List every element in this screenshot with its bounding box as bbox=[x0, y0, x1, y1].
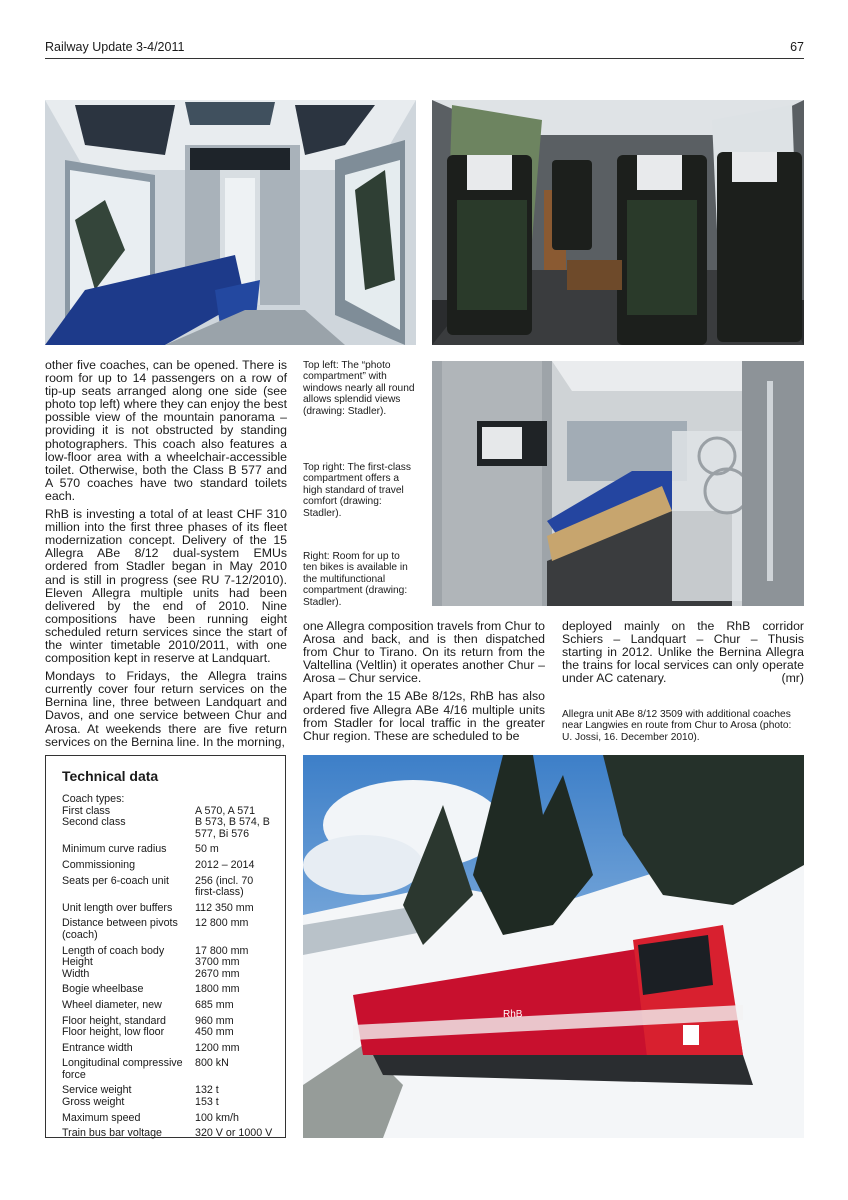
tech-row-label: Seats per 6-coach unit bbox=[62, 874, 169, 887]
tech-row-label: Wheel diameter, new bbox=[62, 998, 162, 1011]
coach-types-label: Coach types: bbox=[62, 793, 125, 805]
multifunctional-compartment-image bbox=[432, 361, 804, 606]
tech-row bbox=[62, 1124, 275, 1140]
page-number: 67 bbox=[790, 40, 804, 54]
tech-row-label: Floor height, low floor bbox=[62, 1026, 165, 1039]
photo-compartment-image bbox=[45, 100, 416, 345]
tech-row-label: Width bbox=[62, 967, 90, 980]
tech-row-value: 1200 mm bbox=[195, 1041, 240, 1054]
second-class-label: Second class bbox=[62, 816, 126, 829]
tech-row-value: 12 800 mm bbox=[195, 917, 249, 930]
technical-data-title: Technical data bbox=[62, 768, 159, 784]
body-column-2 bbox=[303, 620, 545, 748]
tech-row-label: Bogie wheelbase bbox=[62, 983, 144, 996]
paragraph: Mondays to Fridays, the Allegra trains currently cover four return services on the Bernina line, three between Landquart and Davos, and one service between Chur and Arosa. At weekends there are five return services on the Bernina line. In the morning, bbox=[45, 669, 287, 749]
tech-row-label: Service weight bbox=[62, 1084, 132, 1097]
second-class-value: B 573, B 574, B 577, Bi 576 bbox=[195, 816, 270, 840]
tech-row bbox=[62, 1012, 275, 1028]
tech-row bbox=[62, 996, 275, 1012]
first-class-label: First class bbox=[62, 804, 111, 817]
tech-row bbox=[62, 914, 275, 941]
tech-row-label: Distance between pivots (coach) bbox=[62, 917, 178, 941]
paragraph: other five coaches, can be opened. There is room for up to 14 passengers on a row of tip-up seats arranged along one side (see photo top left) where they can enjoy the best possible view of the mountain panorama – providing it is not obstructed by standing photographers. This coach also features a low-floor area with a wheelchair-accessible toilet. Otherwise, both the Class B 577 and A 570 coaches have two standard toilets each. bbox=[45, 358, 287, 503]
tech-row bbox=[62, 840, 275, 856]
tech-row-label: Entrance width bbox=[62, 1041, 133, 1054]
tech-row-label: Minimum curve radius bbox=[62, 843, 167, 856]
tech-row-value: 100 km/h bbox=[195, 1111, 239, 1124]
tech-row-value: 50 m bbox=[195, 843, 219, 856]
tech-row bbox=[62, 980, 275, 996]
tech-row-value: 800 kN bbox=[195, 1057, 229, 1070]
caption-top-left: Top left: The “photo compartment” with windows nearly all round allows splendid views (drawing: Stadler). bbox=[303, 360, 415, 417]
first-class-image bbox=[432, 100, 804, 345]
tech-row-value: 2012 – 2014 bbox=[195, 858, 255, 871]
caption-right: Right: Room for up to ten bikes is available in the multifunctional compartment (drawing: Stadler). bbox=[303, 551, 408, 608]
tech-row bbox=[62, 969, 275, 981]
paragraph: RhB is investing a total of at least CHF 310 million into the first three phases of its fleet modernization concept. Delivery of the 15 Allegra ABe 8/12 dual-system EMUs ordered from Stadler began in May 2010 and is still in progress (see RU 7-12/2010). Eleven Allegra multiple units had been delivered by the end of 2010. Nine compositions have been running eight scheduled return services since the start of the winter timetable 2010/2011, with one composition kept in reserve at Landquart. bbox=[45, 507, 287, 666]
paragraph: Apart from the 15 ABe 8/12s, RhB has also ordered five Allegra ABe 4/16 multiple units from Stadler for local traffic in the greater Chur region. These are scheduled to be bbox=[303, 689, 545, 743]
tech-row-value: 3700 mm bbox=[195, 956, 240, 969]
tech-row bbox=[62, 856, 275, 872]
technical-data-box bbox=[45, 755, 286, 1138]
body-column-3 bbox=[562, 620, 804, 685]
paragraph: deployed mainly on the RhB corridor Schiers – Landquart – Chur – Thusis starting in 2012. Unlike the Bernina Allegra the trains for local services can only operate under AC catenary. (mr) bbox=[562, 619, 804, 686]
publication-title: Railway Update 3-4/2011 bbox=[45, 40, 185, 54]
tech-row bbox=[62, 1097, 275, 1109]
tech-row-value: 153 t bbox=[195, 1096, 219, 1109]
tech-row bbox=[62, 899, 275, 915]
author-signature: (mr) bbox=[781, 671, 804, 686]
tech-row-label: Maximum speed bbox=[62, 1111, 141, 1124]
tech-row-label: Train bus bar voltage bbox=[62, 1127, 163, 1140]
tech-row-label: Gross weight bbox=[62, 1096, 125, 1109]
tech-row-value: 112 350 mm bbox=[195, 901, 254, 914]
tech-row-label: Length of coach body bbox=[62, 944, 165, 957]
tech-row bbox=[62, 872, 275, 899]
tech-row-value: 17 800 mm bbox=[195, 944, 249, 957]
tech-row bbox=[62, 1027, 275, 1039]
tech-row bbox=[62, 1109, 275, 1125]
tech-row-label: Floor height, standard bbox=[62, 1014, 166, 1027]
tech-row-value: 2670 mm bbox=[195, 967, 240, 980]
tech-row-value: 256 (incl. 70 first-class) bbox=[195, 874, 254, 899]
tech-row-value: 960 mm bbox=[195, 1014, 234, 1027]
tech-row bbox=[62, 1039, 275, 1055]
tech-row-value: 320 V or 1000 V bbox=[195, 1127, 273, 1140]
caption-top-right: Top right: The first-class compartment offers a high standard of travel comfort (drawing: Stadler). bbox=[303, 462, 411, 519]
tech-row-label: Height bbox=[62, 956, 93, 969]
train-photo bbox=[303, 755, 804, 1138]
paragraph: one Allegra composition travels from Chur to Arosa and back, and is then dispatched from Chur to Tirano. On its return from the Valtellina (Veltlin) it operates another Chur – Arosa – Chur service. bbox=[303, 619, 545, 686]
tech-row-value: 1800 mm bbox=[195, 983, 240, 996]
first-class-value: A 570, A 571 bbox=[195, 804, 256, 817]
tech-row-label: Unit length over buffers bbox=[62, 901, 173, 914]
tech-row bbox=[62, 1081, 275, 1097]
running-header bbox=[45, 38, 804, 59]
train-livery-text: RhB bbox=[503, 1009, 523, 1020]
technical-data-table bbox=[62, 794, 275, 1140]
tech-row-label: Commissioning bbox=[62, 858, 136, 871]
tech-row-value: 132 t bbox=[195, 1084, 219, 1097]
tech-row-value: 450 mm bbox=[195, 1026, 234, 1039]
tech-row bbox=[62, 957, 275, 969]
tech-row bbox=[62, 942, 275, 958]
tech-row-value: 685 mm bbox=[195, 998, 234, 1011]
tech-row bbox=[62, 1054, 275, 1081]
body-column-1 bbox=[45, 359, 287, 754]
caption-train-photo: Allegra unit ABe 8/12 3509 with additional coaches near Langwies en route from Chur to Arosa (photo: U. Jossi, 16. December 2010). bbox=[562, 709, 792, 743]
tech-row-label: Longitudinal compressive force bbox=[62, 1057, 183, 1081]
